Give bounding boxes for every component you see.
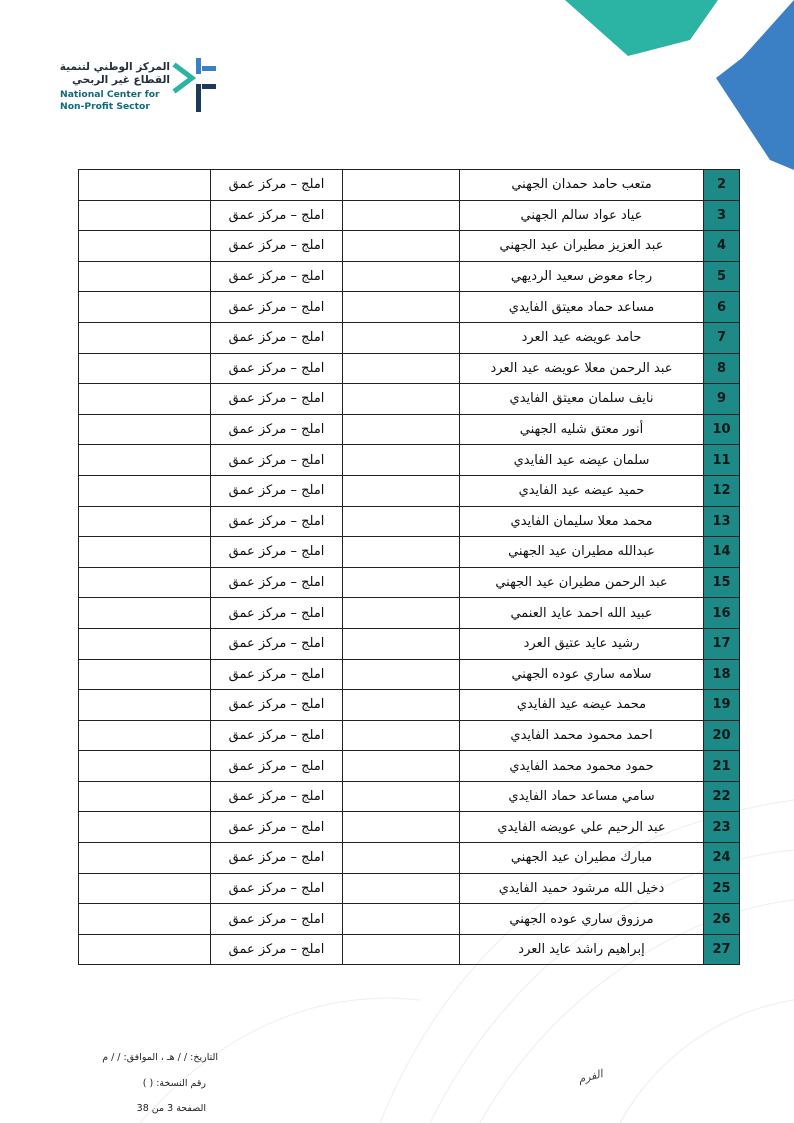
empty-cell xyxy=(79,537,211,568)
location-cell: املج – مركز عمق xyxy=(211,781,343,812)
location-cell: املج – مركز عمق xyxy=(211,567,343,598)
table-row xyxy=(79,904,740,935)
empty-cell xyxy=(343,781,460,812)
top-blue-shape xyxy=(716,0,794,170)
row-number-cell: 19 xyxy=(704,690,740,721)
empty-cell xyxy=(343,873,460,904)
table-row xyxy=(79,353,740,384)
name-cell: مبارك مطيران عيد الجهني xyxy=(460,843,704,874)
location-cell: املج – مركز عمق xyxy=(211,598,343,629)
table-row xyxy=(79,567,740,598)
empty-cell xyxy=(79,598,211,629)
empty-cell xyxy=(343,659,460,690)
name-cell: عبد الرحمن مطيران عيد الجهني xyxy=(460,567,704,598)
copy-number-line: رقم النسخة: ( ) xyxy=(142,1078,206,1089)
table-row xyxy=(79,628,740,659)
table-row xyxy=(79,506,740,537)
table-row xyxy=(79,170,740,201)
ncnp-logo-mark-icon xyxy=(172,52,220,116)
location-cell: املج – مركز عمق xyxy=(211,720,343,751)
location-cell: املج – مركز عمق xyxy=(211,873,343,904)
empty-cell xyxy=(79,843,211,874)
name-cell: أنور معتق شليه الجهني xyxy=(460,414,704,445)
empty-cell xyxy=(343,353,460,384)
name-cell: حامد عويضه عيد العرد xyxy=(460,322,704,353)
location-cell: املج – مركز عمق xyxy=(211,384,343,415)
empty-cell xyxy=(79,475,211,506)
empty-cell xyxy=(79,934,211,965)
location-cell: املج – مركز عمق xyxy=(211,628,343,659)
empty-cell xyxy=(79,690,211,721)
name-cell: عبد الرحمن معلا عويضه عيد العرد xyxy=(460,353,704,384)
row-number-cell: 22 xyxy=(704,781,740,812)
empty-cell xyxy=(343,322,460,353)
empty-cell xyxy=(79,781,211,812)
empty-cell xyxy=(343,598,460,629)
location-cell: املج – مركز عمق xyxy=(211,200,343,231)
empty-cell xyxy=(343,537,460,568)
empty-cell xyxy=(343,384,460,415)
empty-cell xyxy=(343,445,460,476)
row-number-cell: 5 xyxy=(704,261,740,292)
table-row xyxy=(79,598,740,629)
name-cell: سامي مساعد حماد الفايدي xyxy=(460,781,704,812)
row-number-cell: 25 xyxy=(704,873,740,904)
location-cell: املج – مركز عمق xyxy=(211,934,343,965)
location-cell: املج – مركز عمق xyxy=(211,414,343,445)
empty-cell xyxy=(79,506,211,537)
table-row xyxy=(79,690,740,721)
empty-cell xyxy=(79,414,211,445)
location-cell: املج – مركز عمق xyxy=(211,751,343,782)
empty-cell xyxy=(343,934,460,965)
location-cell: املج – مركز عمق xyxy=(211,261,343,292)
name-cell: رجاء معوض سعيد الرديهي xyxy=(460,261,704,292)
empty-cell xyxy=(79,353,211,384)
empty-cell xyxy=(79,567,211,598)
table-row xyxy=(79,384,740,415)
name-cell: متعب حامد حمدان الجهني xyxy=(460,170,704,201)
location-cell: املج – مركز عمق xyxy=(211,292,343,323)
table-row xyxy=(79,934,740,965)
empty-cell xyxy=(343,720,460,751)
name-cell: نايف سلمان معيتق الفايدي xyxy=(460,384,704,415)
name-cell: حميد عيضه عيد الفايدي xyxy=(460,475,704,506)
empty-cell xyxy=(343,843,460,874)
empty-cell xyxy=(79,445,211,476)
signature: الفرم xyxy=(576,1067,605,1086)
empty-cell xyxy=(343,506,460,537)
location-cell: املج – مركز عمق xyxy=(211,322,343,353)
empty-cell xyxy=(79,628,211,659)
empty-cell xyxy=(343,231,460,262)
row-number-cell: 8 xyxy=(704,353,740,384)
name-cell: إبراهيم راشد عايد العرد xyxy=(460,934,704,965)
name-cell: مساعد حماد معيتق الفايدي xyxy=(460,292,704,323)
row-number-cell: 10 xyxy=(704,414,740,445)
logo-arabic-line1: المركز الوطني لتنمية xyxy=(59,61,170,73)
location-cell: املج – مركز عمق xyxy=(211,445,343,476)
name-cell: مرزوق ساري عوده الجهني xyxy=(460,904,704,935)
table-row xyxy=(79,812,740,843)
empty-cell xyxy=(79,812,211,843)
name-cell: محمد عيضه عيد الفايدي xyxy=(460,690,704,721)
table-row xyxy=(79,200,740,231)
name-cell: دخيل الله مرشود حميد الفايدي xyxy=(460,873,704,904)
table-row xyxy=(79,414,740,445)
table-row xyxy=(79,873,740,904)
empty-cell xyxy=(343,200,460,231)
name-cell: محمد معلا سليمان الفايدي xyxy=(460,506,704,537)
row-number-cell: 20 xyxy=(704,720,740,751)
empty-cell xyxy=(79,751,211,782)
logo-english-line1: National Center for xyxy=(60,89,160,100)
empty-cell xyxy=(79,170,211,201)
name-cell: عبد العزيز مطيران عيد الجهني xyxy=(460,231,704,262)
row-number-cell: 24 xyxy=(704,843,740,874)
row-number-cell: 23 xyxy=(704,812,740,843)
table-row xyxy=(79,322,740,353)
row-number-cell: 3 xyxy=(704,200,740,231)
ncnp-logo xyxy=(60,52,220,122)
location-cell: املج – مركز عمق xyxy=(211,812,343,843)
name-cell: عبد الرحيم علي عويضه الفايدي xyxy=(460,812,704,843)
row-number-cell: 9 xyxy=(704,384,740,415)
empty-cell xyxy=(343,475,460,506)
empty-cell xyxy=(343,292,460,323)
row-number-cell: 18 xyxy=(704,659,740,690)
empty-cell xyxy=(79,200,211,231)
table-row xyxy=(79,720,740,751)
table-row xyxy=(79,781,740,812)
location-cell: املج – مركز عمق xyxy=(211,475,343,506)
table-row xyxy=(79,261,740,292)
empty-cell xyxy=(79,292,211,323)
name-cell: سلمان عيضه عيد الفايدي xyxy=(460,445,704,476)
name-cell: عبيد الله احمد عايد العنمي xyxy=(460,598,704,629)
empty-cell xyxy=(343,904,460,935)
row-number-cell: 21 xyxy=(704,751,740,782)
empty-cell xyxy=(343,567,460,598)
row-number-cell: 27 xyxy=(704,934,740,965)
name-cell: عبدالله مطيران عيد الجهني xyxy=(460,537,704,568)
row-number-cell: 11 xyxy=(704,445,740,476)
empty-cell xyxy=(79,904,211,935)
name-cell: حمود محمود محمد الفايدي xyxy=(460,751,704,782)
row-number-cell: 14 xyxy=(704,537,740,568)
row-number-cell: 2 xyxy=(704,170,740,201)
table-row xyxy=(79,445,740,476)
names-table xyxy=(78,169,740,965)
empty-cell xyxy=(79,261,211,292)
page-number-line: الصفحة 3 من 38 xyxy=(136,1103,206,1114)
table-row xyxy=(79,751,740,782)
name-cell: احمد محمود محمد الفايدي xyxy=(460,720,704,751)
logo-english-line2: Non-Profit Sector xyxy=(60,101,150,112)
row-number-cell: 17 xyxy=(704,628,740,659)
date-line: التاريخ: / / هـ ، الموافق: / / م xyxy=(102,1052,218,1063)
empty-cell xyxy=(79,873,211,904)
location-cell: املج – مركز عمق xyxy=(211,904,343,935)
name-cell: رشيد عايد عتيق العرد xyxy=(460,628,704,659)
row-number-cell: 12 xyxy=(704,475,740,506)
empty-cell xyxy=(79,659,211,690)
logo-arabic-line2: القطاع غير الربحي xyxy=(72,74,170,86)
empty-cell xyxy=(79,231,211,262)
name-cell: عياد عواد سالم الجهني xyxy=(460,200,704,231)
location-cell: املج – مركز عمق xyxy=(211,170,343,201)
table-row xyxy=(79,231,740,262)
row-number-cell: 7 xyxy=(704,322,740,353)
empty-cell xyxy=(343,414,460,445)
table-row xyxy=(79,292,740,323)
empty-cell xyxy=(79,720,211,751)
row-number-cell: 15 xyxy=(704,567,740,598)
empty-cell xyxy=(343,261,460,292)
table-row xyxy=(79,475,740,506)
empty-cell xyxy=(343,751,460,782)
location-cell: املج – مركز عمق xyxy=(211,506,343,537)
empty-cell xyxy=(343,812,460,843)
table-row xyxy=(79,537,740,568)
name-cell: سلامه ساري عوده الجهني xyxy=(460,659,704,690)
table-row xyxy=(79,843,740,874)
row-number-cell: 6 xyxy=(704,292,740,323)
table-row xyxy=(79,659,740,690)
location-cell: املج – مركز عمق xyxy=(211,659,343,690)
location-cell: املج – مركز عمق xyxy=(211,537,343,568)
empty-cell xyxy=(343,170,460,201)
row-number-cell: 16 xyxy=(704,598,740,629)
empty-cell xyxy=(343,628,460,659)
row-number-cell: 13 xyxy=(704,506,740,537)
row-number-cell: 26 xyxy=(704,904,740,935)
top-teal-shape xyxy=(565,0,718,56)
location-cell: املج – مركز عمق xyxy=(211,353,343,384)
row-number-cell: 4 xyxy=(704,231,740,262)
location-cell: املج – مركز عمق xyxy=(211,231,343,262)
empty-cell xyxy=(343,690,460,721)
location-cell: املج – مركز عمق xyxy=(211,690,343,721)
location-cell: املج – مركز عمق xyxy=(211,843,343,874)
empty-cell xyxy=(79,322,211,353)
empty-cell xyxy=(79,384,211,415)
